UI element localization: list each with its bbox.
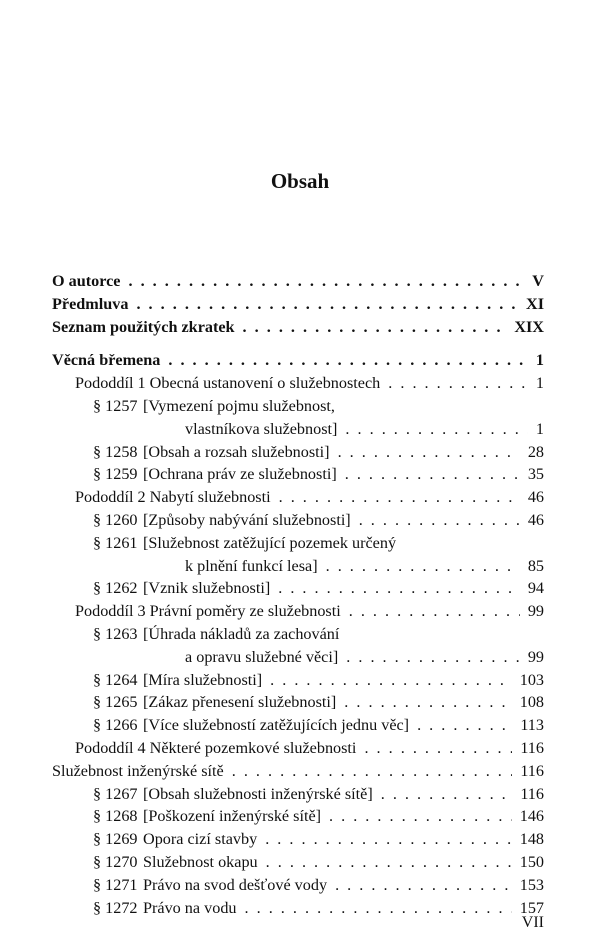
toc-entry bbox=[52, 600, 544, 623]
toc-entry-label: [Ochrana práv ze služebnosti] bbox=[143, 465, 337, 484]
toc-entry-page: 148 bbox=[519, 830, 544, 849]
leader-dots bbox=[335, 874, 512, 897]
toc-entry-page: 46 bbox=[527, 510, 544, 529]
leader-dots bbox=[128, 270, 524, 293]
toc-entry-label-continued: a opravu služebné věci] bbox=[185, 647, 339, 666]
toc-entry-label: [Obsah a rozsah služebnosti] bbox=[143, 442, 330, 461]
toc-entry-page: 150 bbox=[519, 852, 544, 871]
toc-entry-page: XI bbox=[526, 294, 544, 313]
toc-entry bbox=[52, 486, 544, 509]
leader-dots bbox=[344, 691, 511, 714]
toc-entry bbox=[52, 316, 544, 339]
toc-entry-continued bbox=[52, 646, 544, 669]
toc-entry-page: 116 bbox=[520, 738, 544, 757]
toc-entry-label: Věcná břemena bbox=[52, 351, 161, 370]
leader-dots bbox=[417, 714, 512, 737]
leader-dots bbox=[338, 441, 520, 464]
toc-entry-label: Pododdíl 4 Některé pozemkové služebnosti bbox=[75, 738, 357, 757]
toc-entry-label: [Vznik služebnosti] bbox=[143, 579, 271, 598]
toc-entry-label: Opora cizí stavby bbox=[143, 830, 258, 849]
toc-entry-label: Služebnost inženýrské sítě bbox=[52, 761, 224, 780]
leader-dots bbox=[279, 486, 520, 509]
leader-dots bbox=[345, 418, 528, 441]
toc-entry-page: 1 bbox=[535, 351, 544, 370]
section-number: § 1264 bbox=[93, 670, 138, 689]
leader-dots bbox=[359, 509, 520, 532]
leader-dots bbox=[346, 646, 520, 669]
section-number: § 1269 bbox=[93, 830, 138, 849]
toc-entry bbox=[52, 509, 544, 532]
toc-entry-label-continued: k plnění funkcí lesa] bbox=[185, 556, 318, 575]
toc-entry-page: V bbox=[532, 272, 544, 290]
section-number: § 1261 bbox=[93, 533, 138, 552]
section-number: § 1257 bbox=[93, 396, 138, 415]
section-number: § 1266 bbox=[93, 716, 138, 735]
leader-dots bbox=[168, 349, 528, 372]
section-number: § 1259 bbox=[93, 465, 138, 484]
toc-entry-continued bbox=[52, 555, 544, 578]
toc-entry-label: Předmluva bbox=[52, 294, 129, 313]
section-number: § 1260 bbox=[93, 510, 138, 529]
toc-entry bbox=[52, 441, 544, 464]
toc-entry bbox=[52, 897, 544, 920]
section-number: § 1270 bbox=[93, 852, 138, 871]
toc-entry bbox=[52, 669, 544, 692]
section-number: § 1265 bbox=[93, 693, 138, 712]
toc-entry-page: 1 bbox=[535, 419, 544, 438]
toc-entry-label: [Více služebností zatěžujících jednu věc] bbox=[143, 716, 410, 735]
toc-entry-page: 116 bbox=[520, 761, 544, 780]
toc-entry-page: 46 bbox=[527, 488, 544, 507]
toc-entry bbox=[52, 851, 544, 874]
toc-entry-page: 103 bbox=[519, 670, 544, 689]
leader-dots bbox=[245, 897, 512, 920]
toc-entry bbox=[52, 395, 544, 418]
toc-entry bbox=[52, 270, 544, 293]
toc-entry-page: 116 bbox=[520, 784, 544, 803]
toc-entry bbox=[52, 577, 544, 600]
leader-dots bbox=[266, 851, 512, 874]
page-number: VII bbox=[521, 914, 544, 931]
toc-entry-label: [Míra služebnosti] bbox=[143, 670, 263, 689]
leader-dots bbox=[345, 463, 520, 486]
toc-entry bbox=[52, 714, 544, 737]
toc-entry-label: O autorce bbox=[52, 272, 121, 290]
toc-entry bbox=[52, 737, 544, 760]
leader-dots bbox=[136, 293, 518, 316]
toc-entry bbox=[52, 805, 544, 828]
leader-dots bbox=[329, 805, 512, 828]
toc-entry-page: 1 bbox=[535, 374, 544, 393]
toc-entry bbox=[52, 293, 544, 316]
toc-entry-label-continued: vlastníkova služebnost] bbox=[185, 419, 338, 438]
toc-entry-label: Seznam použitých zkratek bbox=[52, 317, 235, 336]
toc-entry-continued bbox=[52, 418, 544, 441]
toc-entry-page: 94 bbox=[527, 579, 544, 598]
toc-entry-page: 146 bbox=[519, 807, 544, 826]
toc-entry-label: Právo na svod dešťové vody bbox=[143, 875, 328, 894]
leader-dots bbox=[232, 760, 513, 783]
toc-entry bbox=[52, 783, 544, 806]
leader-dots bbox=[326, 555, 520, 578]
toc-entry-label: [Úhrada nákladů za zachování bbox=[143, 624, 340, 643]
leader-dots bbox=[388, 372, 528, 395]
toc-entry-page: 153 bbox=[519, 875, 544, 894]
toc-entry bbox=[52, 463, 544, 486]
toc-entry bbox=[52, 760, 544, 783]
section-number: § 1262 bbox=[93, 579, 138, 598]
toc-entry-page: 99 bbox=[527, 602, 544, 621]
toc-entry-page: 157 bbox=[519, 898, 544, 917]
toc-entry-page: XIX bbox=[514, 317, 544, 336]
toc-entry-page: 99 bbox=[527, 647, 544, 666]
toc-entry bbox=[52, 349, 544, 372]
toc-entry bbox=[52, 623, 544, 646]
leader-dots bbox=[278, 577, 520, 600]
toc-entry-page: 85 bbox=[527, 556, 544, 575]
page-title: Obsah bbox=[270, 169, 330, 193]
toc-entry bbox=[52, 532, 544, 555]
toc-entry-page: 28 bbox=[527, 442, 544, 461]
leader-dots bbox=[243, 316, 507, 339]
toc-entry-label: [Zákaz přenesení služebnosti] bbox=[143, 693, 337, 712]
section-number: § 1263 bbox=[93, 624, 138, 643]
toc-entry-label: [Poškození inženýrské sítě] bbox=[143, 807, 322, 826]
table-of-contents bbox=[52, 270, 544, 919]
toc-entry-page: 35 bbox=[527, 465, 544, 484]
toc-entry bbox=[52, 691, 544, 714]
toc-entry-label: [Způsoby nabývání služebnosti] bbox=[143, 510, 351, 529]
section-number: § 1267 bbox=[93, 784, 138, 803]
toc-entry-label: Pododdíl 1 Obecná ustanovení o služebnostech bbox=[75, 374, 381, 393]
toc-entry-label: Pododdíl 3 Právní poměry ze služebnosti bbox=[75, 602, 341, 621]
toc-entry-label: [Vymezení pojmu služebnost, bbox=[143, 396, 335, 415]
leader-dots bbox=[270, 669, 512, 692]
leader-dots bbox=[364, 737, 512, 760]
section-number: § 1271 bbox=[93, 875, 138, 894]
leader-dots bbox=[381, 783, 513, 806]
toc-entry bbox=[52, 372, 544, 395]
leader-dots bbox=[265, 828, 512, 851]
section-number: § 1258 bbox=[93, 442, 138, 461]
toc-entry-label: Pododdíl 2 Nabytí služebnosti bbox=[75, 488, 271, 507]
toc-entry-label: Služebnost okapu bbox=[143, 852, 258, 871]
toc-entry-label: [Služebnost zatěžující pozemek určený bbox=[143, 533, 397, 552]
section-number: § 1272 bbox=[93, 898, 138, 917]
toc-entry-label: Právo na vodu bbox=[143, 898, 237, 917]
toc-entry bbox=[52, 874, 544, 897]
leader-dots bbox=[349, 600, 520, 623]
toc-entry-label: [Obsah služebnosti inženýrské sítě] bbox=[143, 784, 373, 803]
section-number: § 1268 bbox=[93, 807, 138, 826]
toc-entry-page: 108 bbox=[519, 693, 544, 712]
toc-entry-page: 113 bbox=[520, 716, 544, 735]
toc-entry bbox=[52, 828, 544, 851]
